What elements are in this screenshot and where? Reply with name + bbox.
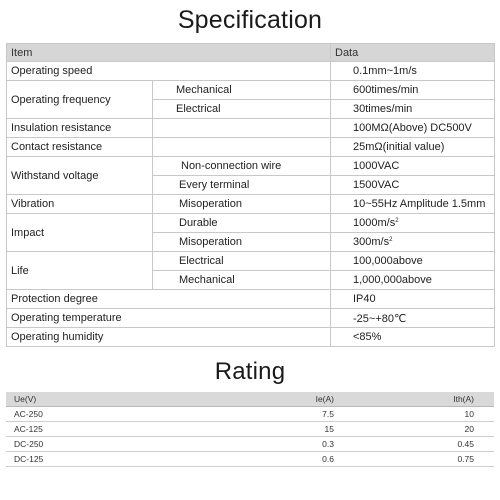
operating-temperature-label: Operating temperature bbox=[7, 309, 331, 328]
spec-row-contact-resistance bbox=[7, 138, 495, 157]
withstand-voltage-non-connection-label: Non-connection wire bbox=[153, 157, 331, 176]
impact-label: Impact bbox=[7, 214, 153, 252]
operating-speed-value: 0.1mm~1m/s bbox=[331, 62, 495, 81]
rating-title: Rating bbox=[214, 358, 286, 385]
spec-row-operating-frequency-mechanical bbox=[7, 81, 495, 100]
spec-row-withstand-voltage-non-connection bbox=[7, 157, 495, 176]
contact-resistance-empty bbox=[153, 138, 331, 157]
rating-ue-cell: DC-250 bbox=[6, 437, 174, 452]
vibration-label: Vibration bbox=[7, 195, 153, 214]
insulation-resistance-empty bbox=[153, 119, 331, 138]
spec-row-operating-speed bbox=[7, 62, 495, 81]
operating-frequency-electrical-label: Electrical bbox=[153, 100, 331, 119]
operating-frequency-label: Operating frequency bbox=[7, 81, 153, 119]
vibration-value: 10~55Hz Amplitude 1.5mm bbox=[331, 195, 495, 214]
vibration-misoperation-label: Misoperation bbox=[153, 195, 331, 214]
operating-humidity-value: <85% bbox=[331, 328, 495, 347]
protection-degree-label: Protection degree bbox=[7, 290, 331, 309]
rating-ue-cell: AC-125 bbox=[6, 422, 174, 437]
ie-header: Ie(A) bbox=[174, 392, 338, 407]
life-label: Life bbox=[7, 252, 153, 290]
impact-durable-exponent: 2 bbox=[395, 218, 399, 224]
rating-ue-cell: DC-125 bbox=[6, 452, 174, 467]
life-electrical-label: Electrical bbox=[153, 252, 331, 271]
specification-table bbox=[6, 43, 495, 347]
rating-ith-cell: 10 bbox=[338, 407, 494, 422]
item-header: Item bbox=[7, 44, 331, 62]
rating-table bbox=[6, 392, 494, 467]
spec-row-impact-durable bbox=[7, 214, 495, 233]
rating-ie-cell: 0.3 bbox=[174, 437, 338, 452]
operating-temperature-value: -25~+80℃ bbox=[331, 309, 495, 328]
operating-humidity-label: Operating humidity bbox=[7, 328, 331, 347]
insulation-resistance-label: Insulation resistance bbox=[7, 119, 153, 138]
withstand-voltage-every-terminal-label: Every terminal bbox=[153, 176, 331, 195]
spec-row-insulation-resistance bbox=[7, 119, 495, 138]
ith-header: Ith(A) bbox=[338, 392, 494, 407]
spec-row-operating-humidity bbox=[7, 328, 495, 347]
impact-misoperation-exponent: 2 bbox=[389, 237, 393, 243]
rating-row bbox=[6, 452, 494, 467]
impact-durable-number: 1000m/s bbox=[353, 217, 396, 229]
rating-ith-cell: 0.45 bbox=[338, 437, 494, 452]
impact-misoperation-number: 300m/s bbox=[353, 236, 390, 248]
specification-title: Specification bbox=[177, 6, 323, 34]
life-electrical-value: 100,000above bbox=[331, 252, 495, 271]
rating-ue-cell: AC-250 bbox=[6, 407, 174, 422]
rating-ith-cell: 0.75 bbox=[338, 452, 494, 467]
impact-misoperation-label: Misoperation bbox=[153, 233, 331, 252]
impact-misoperation-value bbox=[331, 233, 495, 252]
withstand-voltage-every-terminal-value: 1500VAC bbox=[331, 176, 495, 195]
operating-speed-label: Operating speed bbox=[7, 62, 331, 81]
withstand-voltage-label: Withstand voltage bbox=[7, 157, 153, 195]
rating-ie-cell: 0.6 bbox=[174, 452, 338, 467]
rating-ie-cell: 15 bbox=[174, 422, 338, 437]
rating-row bbox=[6, 437, 494, 452]
contact-resistance-label: Contact resistance bbox=[7, 138, 153, 157]
spec-row-operating-temperature bbox=[7, 309, 495, 328]
contact-resistance-value: 25mΩ(initial value) bbox=[331, 138, 495, 157]
impact-durable-value bbox=[331, 214, 495, 233]
rating-ie-cell: 7.5 bbox=[174, 407, 338, 422]
operating-frequency-mechanical-value: 600times/min bbox=[331, 81, 495, 100]
insulation-resistance-value: 100MΩ(Above) DC500V bbox=[331, 119, 495, 138]
operating-frequency-electrical-value: 30times/min bbox=[331, 100, 495, 119]
spec-row-vibration bbox=[7, 195, 495, 214]
rating-header-row bbox=[6, 392, 494, 407]
data-header: Data bbox=[331, 44, 495, 62]
spec-row-protection-degree bbox=[7, 290, 495, 309]
spec-header-row bbox=[7, 44, 495, 62]
withstand-voltage-non-connection-value: 1000VAC bbox=[331, 157, 495, 176]
life-mechanical-label: Mechanical bbox=[153, 271, 331, 290]
life-mechanical-value: 1,000,000above bbox=[331, 271, 495, 290]
spec-row-life-electrical bbox=[7, 252, 495, 271]
operating-frequency-mechanical-label: Mechanical bbox=[153, 81, 331, 100]
ue-header: Ue(V) bbox=[6, 392, 174, 407]
rating-row bbox=[6, 422, 494, 437]
rating-row bbox=[6, 407, 494, 422]
rating-ith-cell: 20 bbox=[338, 422, 494, 437]
protection-degree-value: IP40 bbox=[331, 290, 495, 309]
impact-durable-label: Durable bbox=[153, 214, 331, 233]
